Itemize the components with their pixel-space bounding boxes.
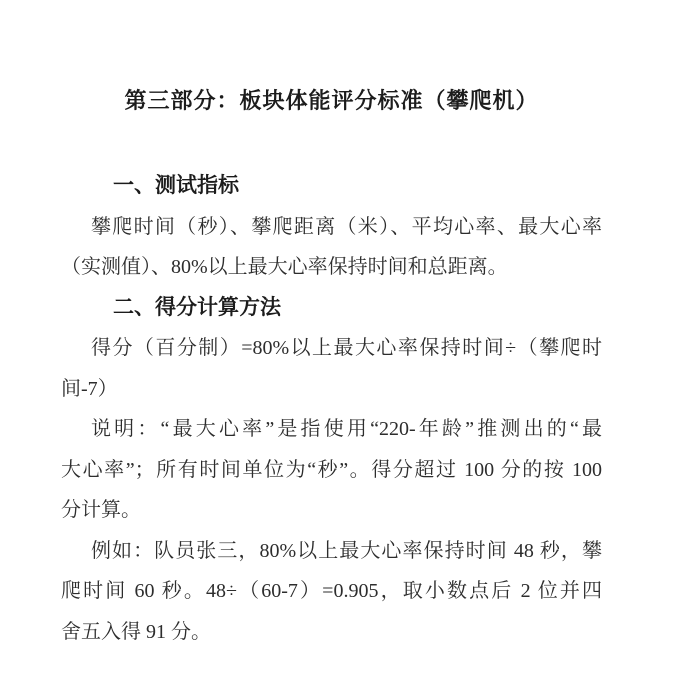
section-2-paragraph-2-line-1: 说明：“最大心率”是指使用“220-年龄”推测出的“最 bbox=[91, 418, 602, 440]
section-1-heading: 一、测试指标 bbox=[113, 174, 239, 197]
section-2-paragraph-3-line-2: 爬时间 60 秒。48÷（60-7）=0.905，取小数点后 2 位并四 bbox=[61, 580, 602, 602]
section-2-paragraph-3-line-3: 舍五入得 91 分。 bbox=[61, 620, 211, 643]
section-1-paragraph-1-line-2: （实测值）、80%以上最大心率保持时间和总距离。 bbox=[61, 256, 508, 278]
section-2-paragraph-2-line-3: 分计算。 bbox=[61, 499, 141, 521]
section-2-paragraph-1-line-1: 得分（百分制）=80%以上最大心率保持时间÷（攀爬时 bbox=[91, 337, 602, 359]
section-2-paragraph-1-line-2: 间-7） bbox=[61, 377, 118, 400]
document-body bbox=[61, 166, 602, 652]
section-2-paragraph-3-line-1: 例如：队员张三，80%以上最大心率保持时间 48 秒，攀 bbox=[91, 539, 602, 562]
document-title: 第三部分：板块体能评分标准（攀爬机） bbox=[124, 88, 539, 113]
section-2-heading: 二、得分计算方法 bbox=[113, 295, 281, 319]
section-1-paragraph-1-line-1: 攀爬时间（秒）、攀爬距离（米）、平均心率、最大心率 bbox=[91, 215, 602, 238]
section-2-paragraph-2-line-2: 大心率”；所有时间单位为“秒”。得分超过 100 分的按 100 bbox=[61, 458, 602, 481]
